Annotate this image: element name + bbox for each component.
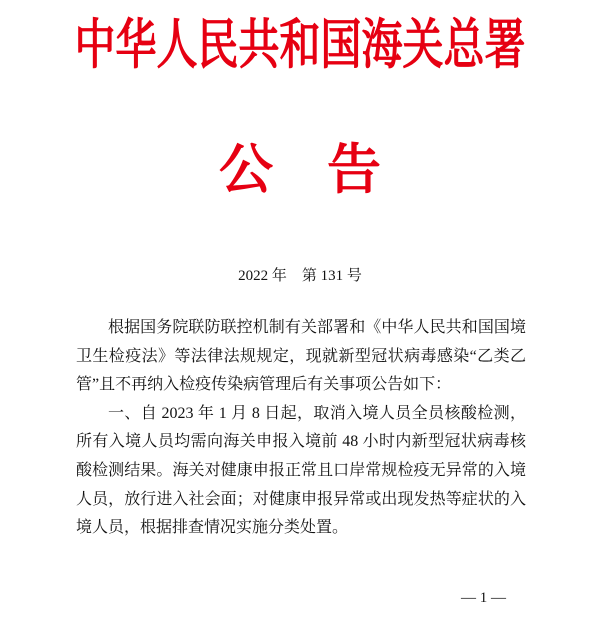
text-line: 卫生检疫法》等法律法规规定，现就新型冠状病毒感染“乙类乙 — [76, 347, 526, 365]
text-line: 所有入境人员均需向海关申报入境前 48 小时内新型冠状病毒核 — [76, 433, 526, 451]
document-number: 2022 年 第 131 号 — [238, 268, 362, 284]
paragraph-item-1 — [76, 400, 526, 543]
text-line: 管”且不再纳入检疫传染病管理后有关事项公告如下： — [76, 376, 452, 394]
announcement-body — [76, 314, 526, 543]
text-line: 境人员，根据排查情况实施分类处置。 — [76, 519, 349, 537]
issuing-authority-title: 中华人民共和国海关总署 — [74, 14, 526, 75]
text-line: 一、自 2023 年 1 月 8 日起，取消入境人员全员核酸检测， — [108, 404, 526, 422]
paragraph-intro — [76, 314, 526, 400]
page-number: — 1 — — [461, 590, 506, 606]
document-type-heading: 公 告 — [219, 140, 381, 200]
text-line: 根据国务院联防联控机制有关部署和《中华人民共和国国境 — [108, 319, 526, 336]
text-line: 人员，放行进入社会面；对健康申报异常或出现发热等症状的入 — [76, 490, 526, 508]
text-line: 酸检测结果。海关对健康申报正常且口岸常规检疫无异常的入境 — [76, 461, 526, 479]
